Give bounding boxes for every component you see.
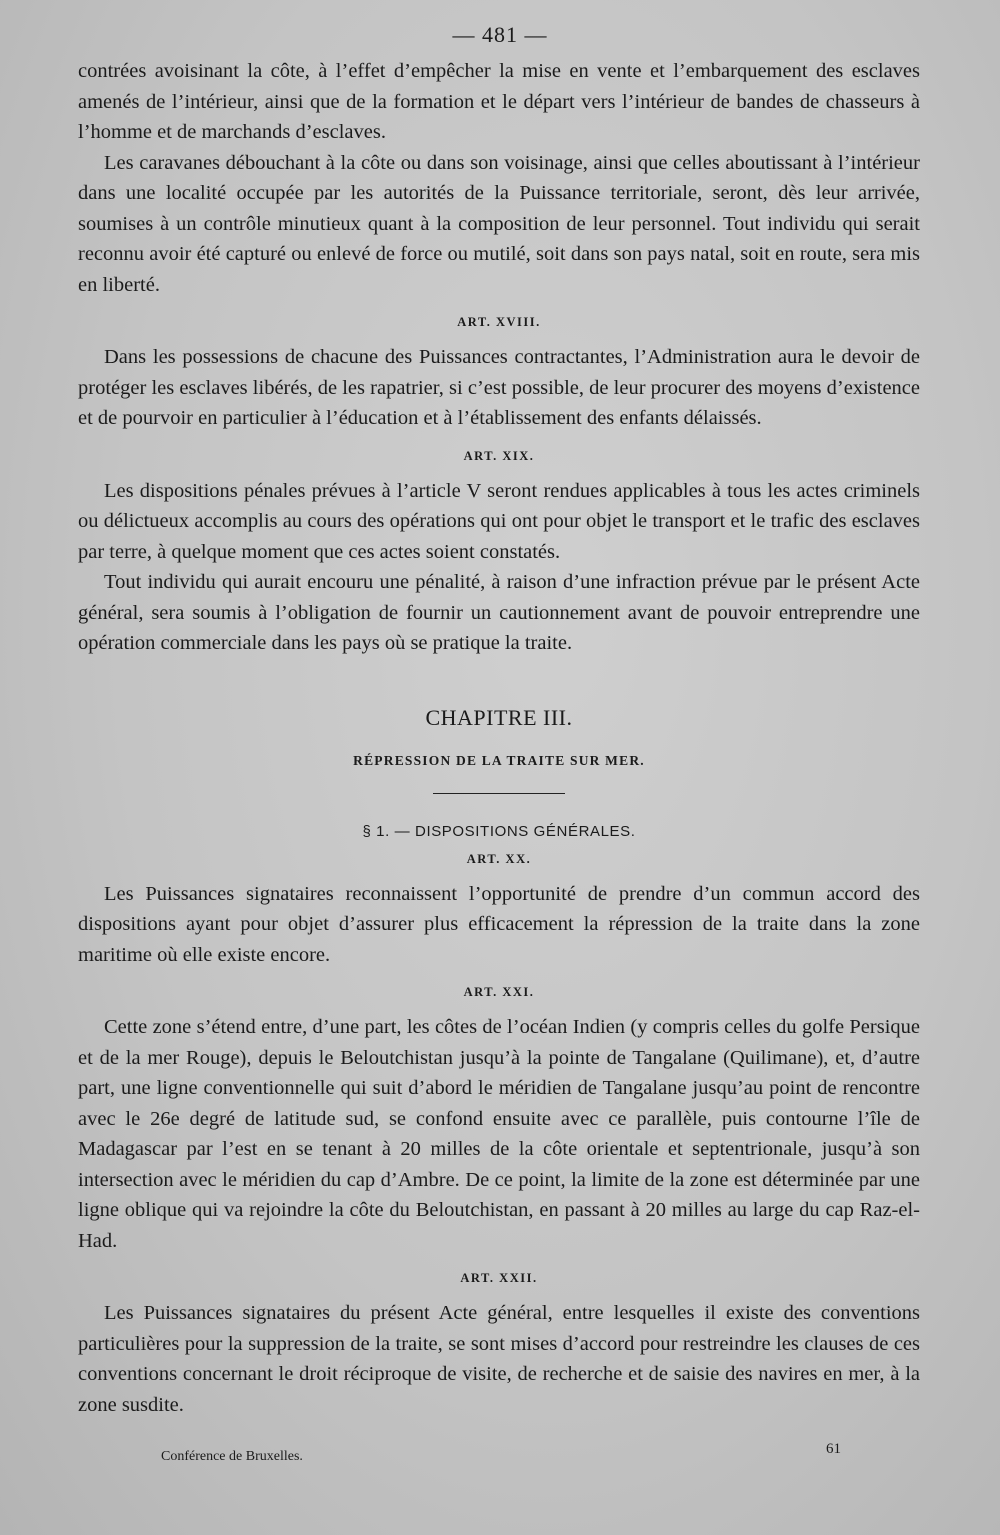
page-body [78,56,920,1420]
paragraph-2: Les caravanes débouchant à la côte ou dans son voisinage, ainsi que celles aboutissant à l’intérieur dans une localité occupée par les autorités de la Puissance territoriale, seront, dès leur arrivée, soumises à un contrôle minutieux quant à la composition de leur personnel. Tout individu qui serait reconnu avoir été capturé ou enlevé de force ou mutilé, soit dans son pays natal, soit en route, sera mis en liberté. [78,151,920,296]
divider-rule [433,793,565,794]
article-heading-18: ART. XVIII. [457,315,541,329]
paragraph-6: Les Puissances signataires reconnaissent l’opportunité de prendre d’un commun accord des dispositions ayant pour objet d’assurer plus efficacement la répression de la traite dans la zone maritime où elle existe encore. [78,882,920,966]
paragraph-8: Les Puissances signataires du présent Acte général, entre lesquelles il existe des conventions particulières pour la suppression de la traite, se sont mises d’accord pour restreindre les clauses de ces conventions concernant le droit réciproque de visite, de recherche et de saisie des navires en mer, à la zone susdite. [78,1302,920,1416]
article-heading-20: ART. XX. [466,851,532,866]
chapter-title: CHAPITRE III. [425,704,573,730]
page-number: — 481 — [452,22,548,47]
paragraph-7: Cette zone s’étend entre, d’une part, les côtes de l’océan Indien (y compris celles du golfe Persique et de la mer Rouge), depuis le Beloutchistan jusqu’à la pointe de Tangalane (Quilimane), et, d’autre part, une ligne conventionnelle qui suit d’abord le méridien de Tangalane jusqu’au point de rencontre avec le 26e degré de latitude sud, se confond ensuite avec ce parallèle, puis contourne l’île de Madagascar par l’est en se tenant à 20 milles de la côte orientale et septentrionale, jusqu’à son intersection avec le méridien du cap d’Ambre. De ce point, la limite de la zone est déterminée par une ligne oblique qui va rejoindre la côte du Beloutchistan, en passant à 20 milles au large du cap Raz-el-Had. [78,1016,920,1252]
article-heading-21: ART. XXI. [463,985,535,999]
footer-source: Conférence de Bruxelles. [161,1449,303,1464]
chapter-subtitle: RÉPRESSION DE LA TRAITE SUR MER. [353,752,645,768]
paragraph-4: Les dispositions pénales prévues à l’article V seront rendues applicables à tous les actes criminels ou délictueux accomplis au cours des opérations qui ont pour objet le transport et le trafic des esclaves par terre, à quelque moment que ces actes soient constatés. [78,479,920,563]
section-heading: § 1. — DISPOSITIONS GÉNÉRALES. [362,822,636,840]
footer-signature-number: 61 [826,1441,841,1457]
article-heading-19: ART. XIX. [463,448,535,463]
paragraph-3: Dans les possessions de chacune des Puissances contractantes, l’Administration aura le devoir de protéger les esclaves libérés, de les rapatrier, si c’est possible, de leur procurer des moyens d’existence et de pourvoir en particulier à l’éducation et à l’établissement des enfants délaissés. [78,346,920,429]
article-heading-22: ART. XXII. [460,1271,538,1285]
paragraph-5: Tout individu qui aurait encouru une pénalité, à raison d’une infraction prévue par le présent Acte général, sera soumis à l’obligation de fournir un cautionnement avant de pouvoir entreprendre une opération commerciale dans les pays où se pratique la traite. [78,571,920,654]
paragraph-1: contrées avoisinant la côte, à l’effet d’empêcher la mise en vente et l’embarquement des esclaves amenés de l’intérieur, ainsi que de la formation et le départ vers l’intérieur de bandes de chasseurs à l’homme et de marchands d’esclaves. [78,60,920,143]
